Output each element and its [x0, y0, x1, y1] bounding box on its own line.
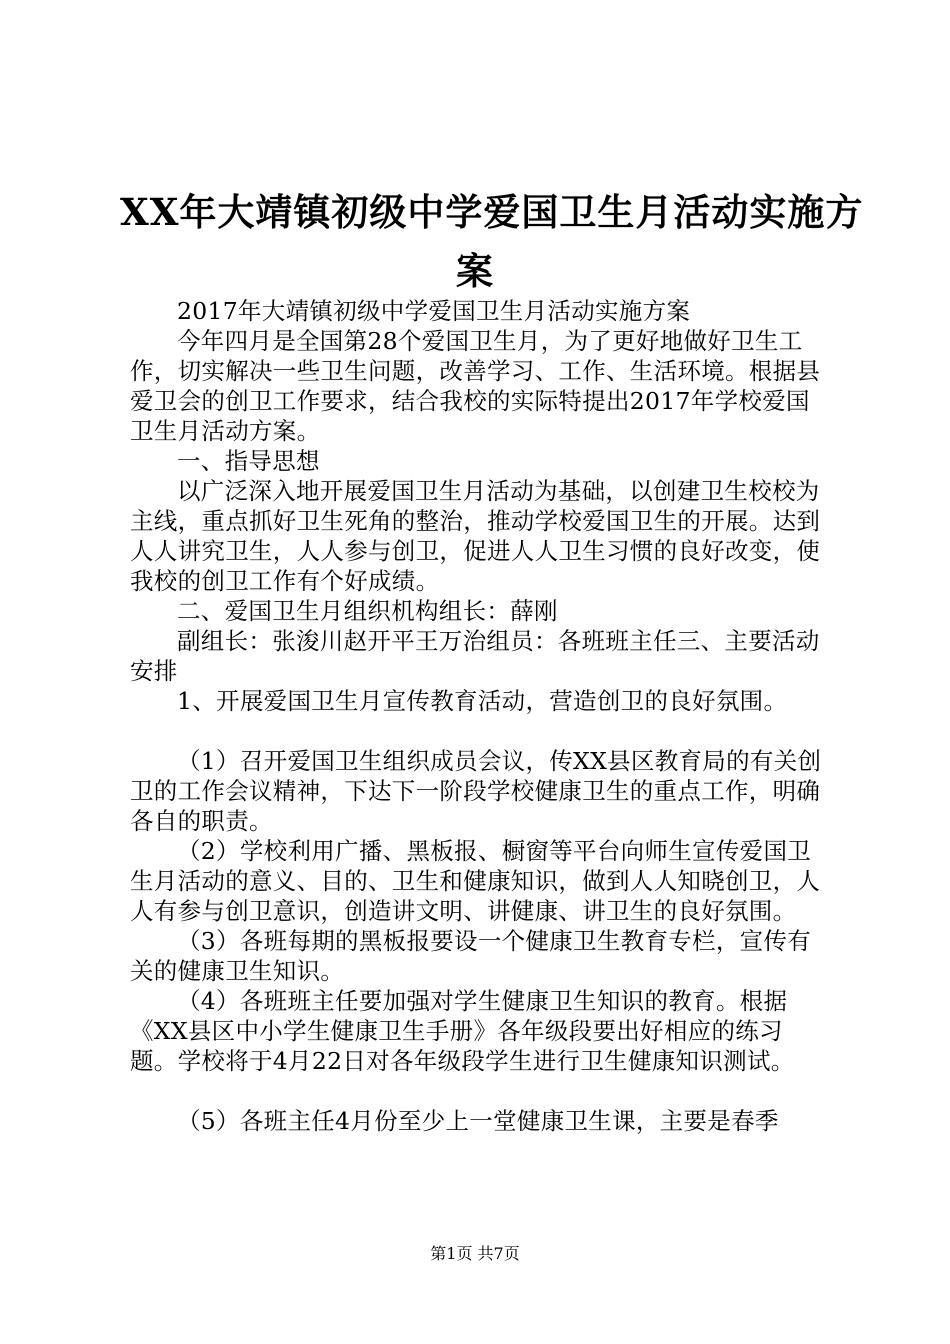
paragraph-activity-1-item-5: （5）各班主任4月份至少上一堂健康卫生课，主要是春季 — [177, 1107, 779, 1135]
page-number-footer: 第1页 共7页 — [430, 1244, 520, 1263]
section-heading-organization: 二、爱国卫生月组织机构组长：薛刚 — [177, 597, 558, 625]
document-body — [130, 296, 830, 1136]
document-title-line-2: 案 — [456, 249, 494, 293]
paragraph-activity-1-item-2: （2）学校利用广播、黑板报、橱窗等平台向师生宣传爱国卫生月活动的意义、目的、卫生和健康知识，做到人人知晓创卫，人人有参与创卫意识，创造讲文明、讲健康、讲卫生的良好氛围。 — [130, 837, 821, 925]
document-title-line-1: XX年大靖镇初级中学爱国卫生月活动实施方 — [120, 190, 864, 234]
paragraph-activity-1: 1、开展爱国卫生月宣传教育活动，营造创卫的良好氛围。 — [177, 687, 788, 715]
paragraph-intro: 今年四月是全国第28个爱国卫生月，为了更好地做好卫生工作，切实解决一些卫生问题，改善学习、工作、生活环境。根据县爱卫会的创卫工作要求，结合我校的实际特提出2017年学校爱国卫生月活动方案。 — [130, 327, 821, 445]
section-heading-guiding-ideology: 一、指导思想 — [177, 447, 320, 475]
paragraph-guiding-ideology: 以广泛深入地开展爱国卫生月活动为基础，以创建卫生校校为主线，重点抓好卫生死角的整治，推动学校爱国卫生的开展。达到人人讲究卫生，人人参与创卫，促进人人卫生习惯的良好改变，使我校的创卫工作有个好成绩。 — [130, 477, 821, 595]
paragraph-subtitle: 2017年大靖镇初级中学爱国卫生月活动实施方案 — [177, 297, 691, 325]
paragraph-activity-1-item-4: （4）各班班主任要加强对学生健康卫生知识的教育。根据《XX县区中小学生健康卫生手册》各年级段要出好相应的练习题。学校将于4月22日对各年级段学生进行卫生健康知识测试。 — [130, 987, 795, 1075]
paragraph-activity-1-item-3: （3）各班每期的黑板报要设一个健康卫生教育专栏，宣传有关的健康卫生知识。 — [130, 927, 812, 985]
paragraph-activity-1-item-1: （1）召开爱国卫生组织成员会议，传XX县区教育局的有关创卫的工作会议精神，下达下一阶段学校健康卫生的重点工作，明确各自的职责。 — [130, 747, 822, 835]
paragraph-organization: 副组长：张浚川赵开平王万治组员：各班班主任三、主要活动安排 — [130, 627, 820, 685]
